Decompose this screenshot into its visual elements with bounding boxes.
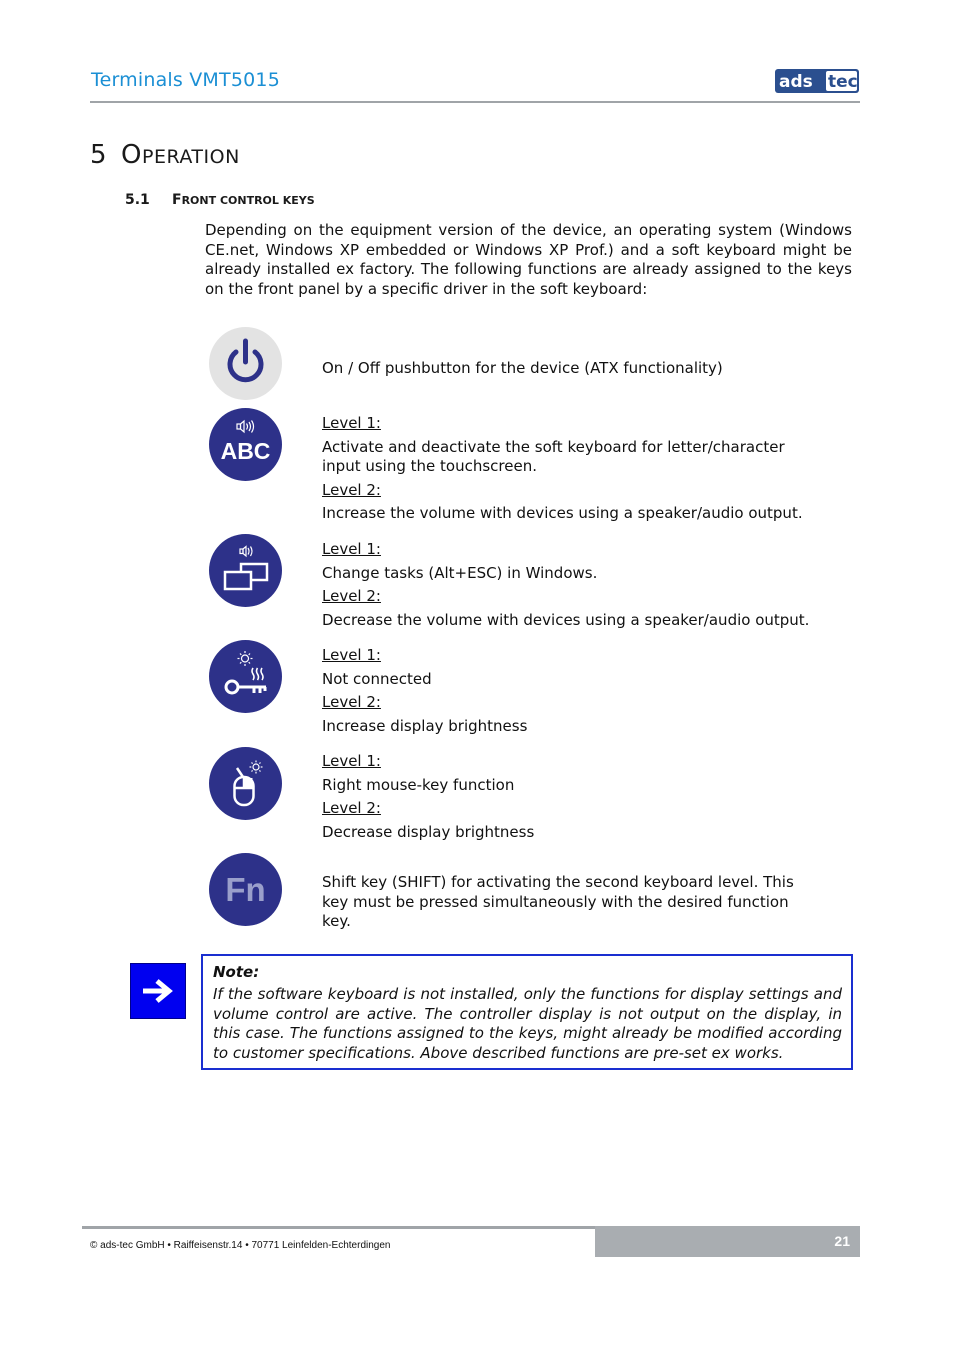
mouse-brightness-down-icon — [209, 747, 282, 820]
abc-label: ABC — [220, 438, 271, 464]
footer-divider — [82, 1226, 595, 1229]
fn-key-description: Shift key (SHIFT) for activating the second keyboard level. This key must be pressed simultaneously with the desired function key. — [322, 873, 794, 930]
section-title-rest: RONT CONTROL KEYS — [181, 194, 315, 207]
note-label: Note: — [213, 963, 260, 981]
level-2-label: Level 2: — [322, 587, 381, 605]
level-2-text: Decrease the volume with devices using a speaker/audio output. — [322, 610, 810, 629]
level-1-text: Not connected — [322, 669, 432, 688]
fn-label: Fn — [225, 871, 266, 908]
level-1-text: Activate and deactivate the soft keyboard for letter/character input using the touchscreen. — [322, 437, 785, 475]
chapter-title-rest: PERATION — [142, 146, 240, 168]
note-box — [201, 954, 853, 1070]
ads-tec-logo — [775, 69, 859, 93]
level-1-label: Level 1: — [322, 646, 381, 664]
fn-shift-icon — [209, 853, 282, 926]
level-2-text: Increase display brightness — [322, 716, 528, 735]
section-number: 5.1 — [125, 192, 150, 208]
level-1-label: Level 1: — [322, 752, 381, 770]
logo-text-ads: ads — [779, 72, 813, 92]
intro-paragraph: Depending on the equipment version of the device, an operating system (Windows CE.net, Windows XP embedded or Windows XP Prof.) and a soft keyboard might be already installed ex factory. The following functions are already assigned to the keys on the front panel by a specific driver in the soft keyboard: — [205, 221, 852, 298]
power-icon — [209, 327, 282, 400]
level-1-text: Change tasks (Alt+ESC) in Windows. — [322, 563, 598, 582]
level-1-label: Level 1: — [322, 414, 381, 432]
section-title-initial: F — [172, 192, 182, 208]
chapter-number: 5 — [90, 140, 108, 170]
footer-copyright: © ads-tec GmbH • Raiffeisenstr.14 • 70771 Leinfelden-Echterdingen — [90, 1240, 391, 1251]
document-title: Terminals VMT5015 — [91, 69, 280, 91]
key-brightness-up-icon — [209, 640, 282, 713]
chapter-title-initial: O — [121, 140, 143, 170]
task-key-description — [322, 540, 822, 630]
abc-key-description — [322, 414, 822, 524]
power-key-description: On / Off pushbutton for the device (ATX functionality) — [322, 359, 723, 377]
mouse-key-description — [322, 752, 822, 842]
level-2-text: Decrease display brightness — [322, 822, 535, 841]
level-1-label: Level 1: — [322, 540, 381, 558]
note-text: If the software keyboard is not installed, only the functions for display settings and volume control are active. The controller display is not output on the display, in this case. The functions assigned to the keys, might already be modified according to customer specifications. Above described functions are pre-set ex works. — [213, 985, 842, 1062]
page-number: 21 — [834, 1233, 850, 1249]
task-switch-volume-down-icon — [209, 534, 282, 607]
section-heading — [125, 192, 315, 208]
header-divider — [90, 101, 860, 103]
note-arrow-icon — [130, 963, 186, 1019]
level-2-text: Increase the volume with devices using a speaker/audio output. — [322, 504, 803, 522]
level-2-label: Level 2: — [322, 480, 381, 499]
level-2-label: Level 2: — [322, 799, 381, 817]
chapter-heading — [90, 140, 240, 170]
footer-page-box — [595, 1226, 860, 1257]
abc-volume-up-icon — [209, 408, 282, 481]
logo-text-tec: tec — [828, 72, 858, 92]
level-1-text: Right mouse-key function — [322, 775, 515, 794]
level-2-label: Level 2: — [322, 693, 381, 711]
key-key-description — [322, 646, 822, 736]
